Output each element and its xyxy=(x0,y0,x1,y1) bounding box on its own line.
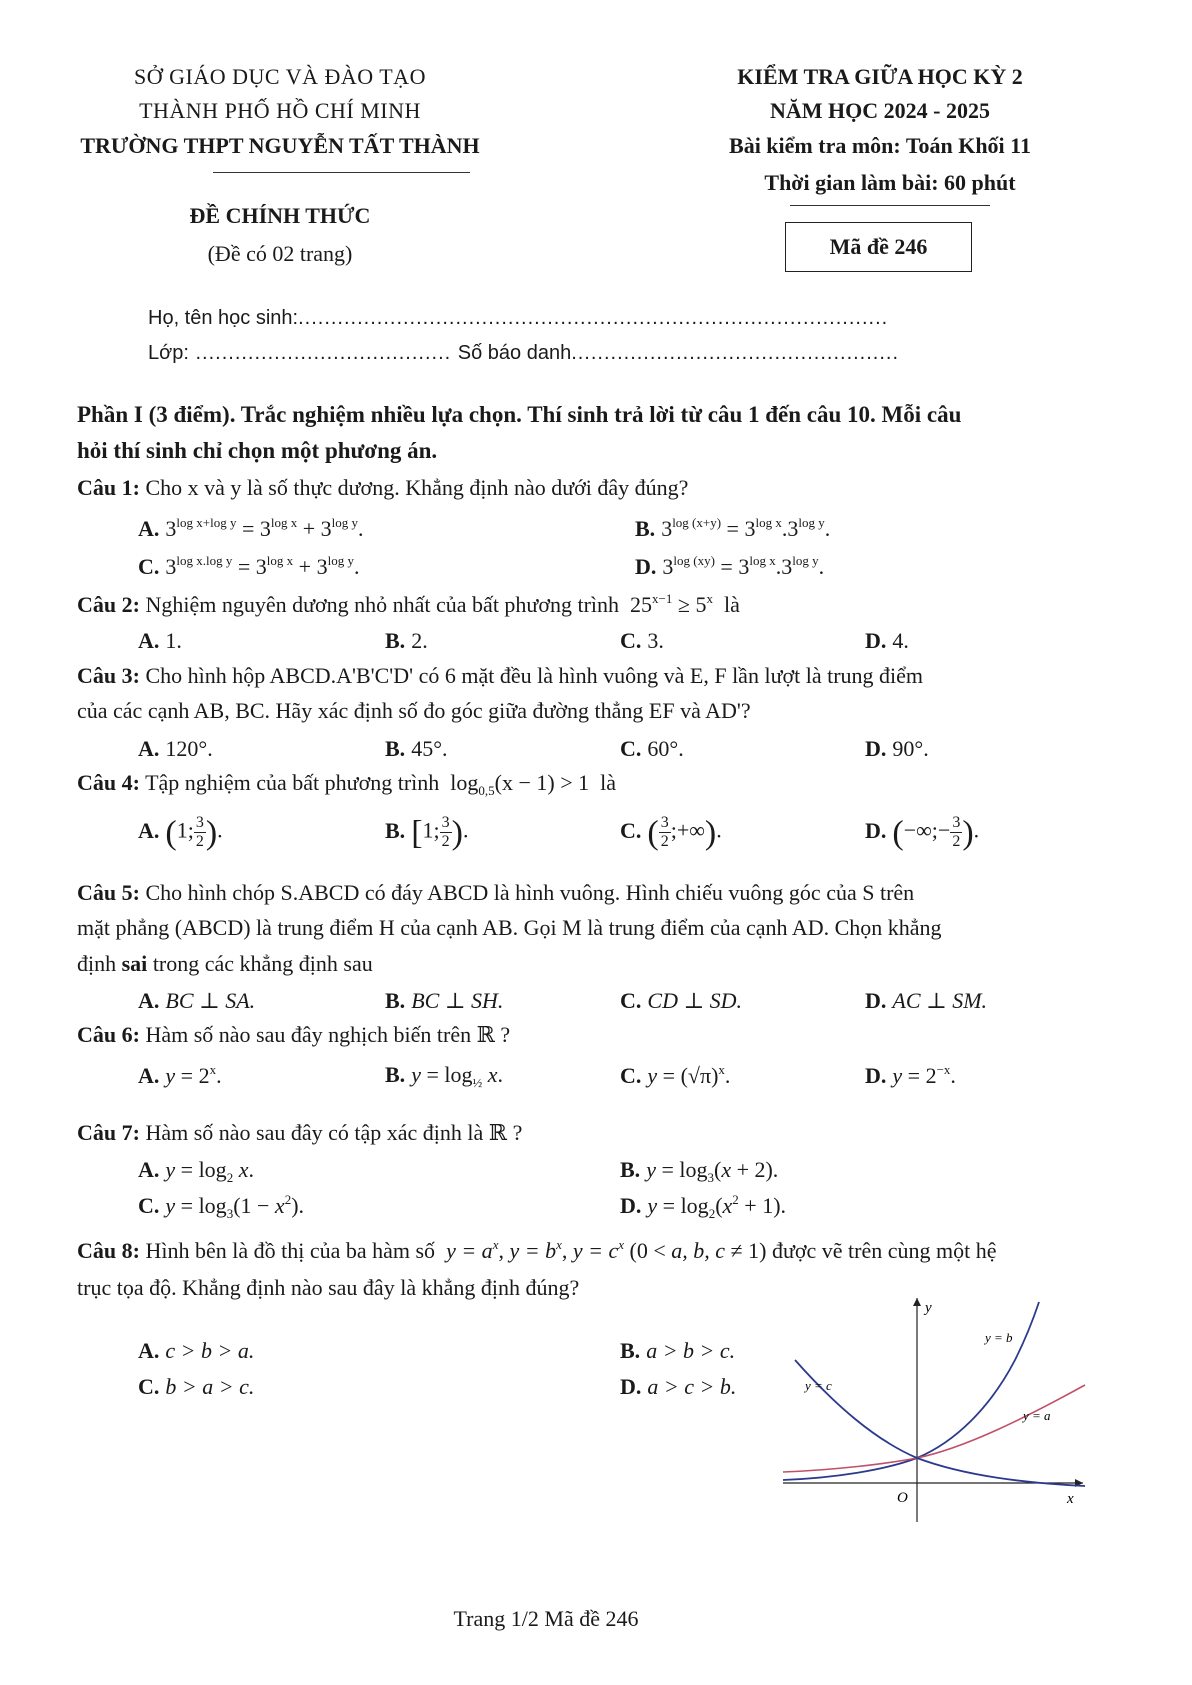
graph-x-label: x xyxy=(1067,1491,1074,1507)
q3-option-b[interactable]: B. 45°. xyxy=(385,736,448,761)
school-name: TRƯỜNG THPT NGUYỄN TẤT THÀNH xyxy=(80,133,480,158)
q5-option-b[interactable]: B. BC ⊥ SH. xyxy=(385,988,504,1013)
page-footer: Trang 1/2 Mã đề 246 xyxy=(453,1606,639,1631)
city-name: THÀNH PHỐ HỒ CHÍ MINH xyxy=(139,98,421,123)
page-count: (Đề có 02 trang) xyxy=(207,241,353,266)
student-id-label: Số báo danh xyxy=(457,342,572,364)
q3-option-a[interactable]: A. 120°. xyxy=(138,736,213,761)
q5-option-d[interactable]: D. AC ⊥ SM. xyxy=(865,988,988,1013)
class-label: Lớp: xyxy=(148,342,189,364)
header-left-underline xyxy=(213,172,470,173)
class-id-line[interactable]: Lớp: ....................................... Số báo danh.................................................. xyxy=(148,342,900,364)
graph-y-label: y xyxy=(925,1300,932,1316)
part1-title-2: hỏi thí sinh chỉ chọn một phương án. xyxy=(77,438,438,463)
q6-option-b[interactable]: B. $y = \log_{\frac{1}{2}} x$. xyxy=(385,1062,503,1090)
q6-option-c[interactable]: C. $y = (√\pi)^x$. xyxy=(620,1062,731,1088)
q4-option-b[interactable]: B. [1; $\frac{3}{2}$ ). xyxy=(385,814,469,852)
q3-option-d[interactable]: D. 90°. xyxy=(865,736,929,761)
school-year: NĂM HỌC 2024 - 2025 xyxy=(770,98,990,123)
exponential-graph xyxy=(775,1290,1095,1530)
exam-code: Mã đề 246 xyxy=(829,234,928,259)
student-name-label: Họ, tên học sinh: xyxy=(148,307,299,329)
q7-option-a[interactable]: A. $y = \log_2 x$. xyxy=(138,1157,254,1185)
q2-option-b[interactable]: B. 2. xyxy=(385,628,428,653)
official-label: ĐỀ CHÍNH THỨC xyxy=(189,203,371,228)
y-axis-arrow xyxy=(913,1298,921,1306)
q1-option-d[interactable]: D. $3^{log (xy)} = 3^{log x}.3^{log y}$. xyxy=(635,553,825,579)
q8-option-a[interactable]: A. c > b > a. xyxy=(138,1338,255,1363)
student-name-line[interactable]: Họ, tên học sinh:.......................................................................................... xyxy=(148,307,889,329)
curve-c xyxy=(795,1360,1085,1486)
q7-option-b[interactable]: B. $y = \log_3(x + 2)$. xyxy=(620,1157,779,1185)
q8-option-d[interactable]: D. a > c > b. xyxy=(620,1374,737,1399)
question-3-line2: của các cạnh AB, BC. Hãy xác định số đo góc giữa đường thẳng EF và AD'? xyxy=(77,698,751,723)
question-4: Câu 4: Tập nghiệm của bất phương trình $\log_{0,5}(x - 1) > 1$ là xyxy=(77,770,617,798)
header-right-underline xyxy=(790,205,990,206)
q4-option-d[interactable]: D. (−∞;− $\frac{3}{2}$ ). xyxy=(865,814,980,852)
question-8-line2: trục tọa độ. Khẳng định nào sau đây là khẳng định đúng? xyxy=(77,1275,580,1300)
department-name: SỞ GIÁO DỤC VÀ ĐÀO TẠO xyxy=(134,64,426,89)
q2-option-c[interactable]: C. 3. xyxy=(620,628,664,653)
q1-option-a[interactable]: A. $3^{log x+log y} = 3^{log x} + 3^{log y}$. xyxy=(138,515,364,541)
graph-origin-label: O xyxy=(897,1490,908,1506)
q2-option-a[interactable]: A. 1. xyxy=(138,628,182,653)
exam-title: KIỂM TRA GIỮA HỌC KỲ 2 xyxy=(737,64,1023,89)
q5-option-a[interactable]: A. BC ⊥ SA. xyxy=(138,988,256,1013)
q7-option-d[interactable]: D. $y = \log_2(x^2 + 1)$. xyxy=(620,1192,787,1221)
graph-label-b: y = b xyxy=(985,1330,1013,1345)
q1-option-c[interactable]: C. $3^{log x.log y} = 3^{log x} + 3^{log y}$. xyxy=(138,553,360,579)
exam-code-box xyxy=(785,222,972,272)
q7-option-c[interactable]: C. $y = \log_3(1 - x^2)$. xyxy=(138,1192,305,1221)
q6-option-d[interactable]: D. $y = 2^{-x}$. xyxy=(865,1062,956,1088)
graph-label-c: y = c xyxy=(805,1378,832,1393)
question-1-text: Cho x và y là số thực dương. Khẳng định nào dưới đây đúng? xyxy=(145,475,689,500)
question-2: Câu 2: Nghiệm nguyên dương nhỏ nhất của bất phương trình $25^{x-1} \ge 5^x$ là xyxy=(77,591,740,617)
q2-option-d[interactable]: D. 4. xyxy=(865,628,909,653)
question-5-line2: mặt phẳng (ABCD) là trung điểm H của cạnh AB. Gọi M là trung điểm của cạnh AD. Chọn khẳng xyxy=(77,915,942,940)
curve-a xyxy=(783,1385,1085,1472)
q4-option-a[interactable]: A. (1; $\frac{3}{2}$ ). xyxy=(138,814,223,852)
q8-option-c[interactable]: C. b > a > c. xyxy=(138,1374,255,1399)
q5-option-c[interactable]: C. CD ⊥ SD. xyxy=(620,988,743,1013)
question-5-line3: định sai trong các khẳng định sau xyxy=(77,951,373,976)
question-6: Câu 6: Hàm số nào sau đây nghịch biến trên ℝ ? xyxy=(77,1022,511,1047)
graph-label-a: y = a xyxy=(1023,1408,1051,1423)
question-7: Câu 7: Hàm số nào sau đây có tập xác định là ℝ ? xyxy=(77,1120,523,1145)
subject: Bài kiểm tra môn: Toán Khối 11 xyxy=(729,133,1031,158)
q6-option-a[interactable]: A. $y = 2^x$. xyxy=(138,1062,222,1088)
question-8: Câu 8: Hình bên là đồ thị của ba hàm số $y = a^x$, $y = b^x$, $y = c^x$ (0 < a, b, c ≠ 1) được vẽ trên cùng một hệ xyxy=(77,1237,997,1263)
question-5: Câu 5: Cho hình chóp S.ABCD có đáy ABCD là hình vuông. Hình chiếu vuông góc của S trên xyxy=(77,880,915,905)
question-3: Câu 3: Cho hình hộp ABCD.A'B'C'D' có 6 mặt đều là hình vuông và E, F lần lượt là trung điểm xyxy=(77,663,924,688)
q8-option-b[interactable]: B. a > b > c. xyxy=(620,1338,736,1363)
question-1: Câu 1: Cho x và y là số thực dương. Khẳng định nào dưới đây đúng? xyxy=(77,475,689,500)
part1-title: Phần I (3 điểm). Trắc nghiệm nhiều lựa chọn. Thí sinh trả lời từ câu 1 đến câu 10. Mỗi câu xyxy=(77,402,962,427)
q4-option-c[interactable]: C. ( $\frac{3}{2}$ ;+∞). xyxy=(620,814,722,852)
q1-option-b[interactable]: B. $3^{log (x+y)} = 3^{log x}.3^{log y}$. xyxy=(635,515,831,541)
q3-option-c[interactable]: C. 60°. xyxy=(620,736,684,761)
duration: Thời gian làm bài: 60 phút xyxy=(764,170,1016,195)
